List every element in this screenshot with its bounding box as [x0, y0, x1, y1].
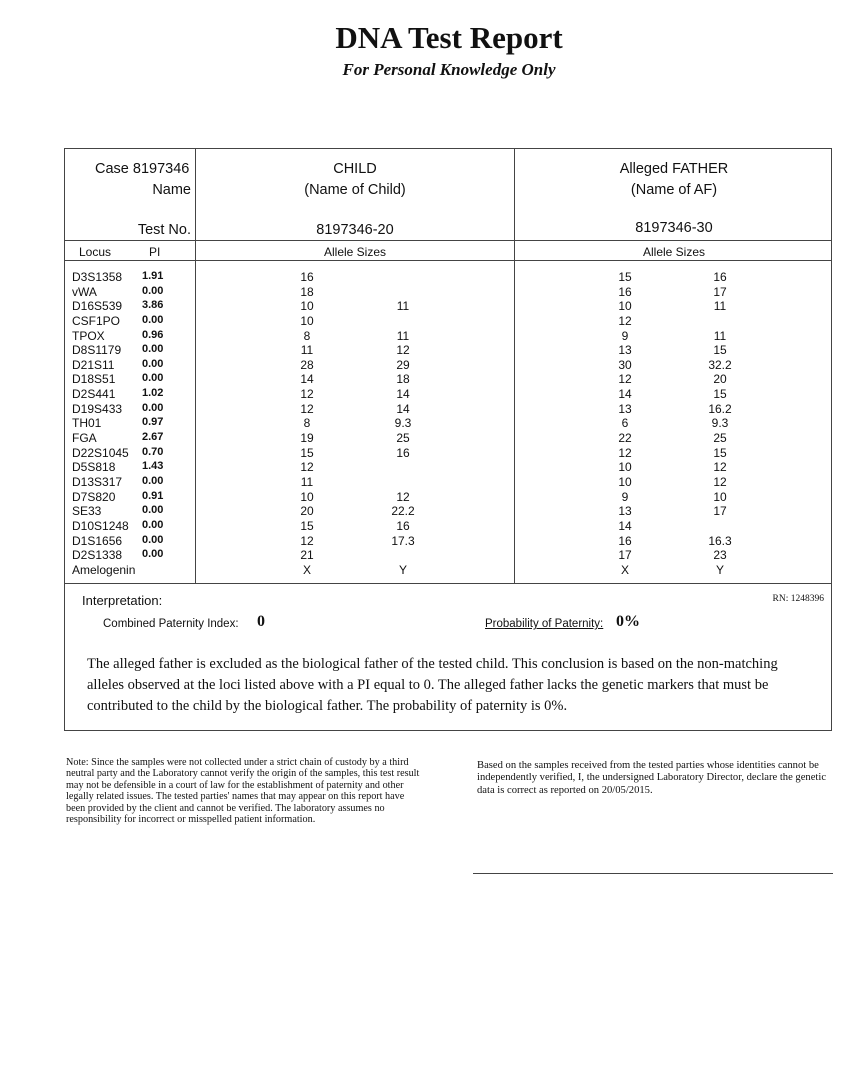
locus-row	[65, 446, 831, 461]
child-allele-2: 16	[396, 518, 410, 533]
child-allele-1: 18	[300, 284, 314, 299]
father-allele-2: 32.2	[708, 357, 732, 372]
disclaimer-note: Note: Since the samples were not collected under a strict chain of custody by a third neutral party and the Laboratory cannot verify the origin of the samples, this test result may not be defensible in a court of law for the establishment of paternity and other legally related issues. The tested parties' names that may appear on this report have been provided by the client and cannot be verified. The laboratory assumes no responsibility for incorrect or misspelled patient information.	[66, 757, 420, 826]
signature-line	[473, 873, 833, 874]
locus-pi: 0.00	[142, 504, 164, 517]
father-allele-2: 25	[713, 431, 727, 446]
father-allele-1: 14	[618, 387, 632, 402]
locus-name: D16S539	[72, 299, 123, 314]
child-test-no: 8197346-20	[316, 222, 394, 238]
child-allele-1: 19	[300, 431, 314, 446]
locus-name: vWA	[72, 284, 97, 299]
father-allele-1: 14	[618, 518, 632, 533]
conclusion-text: The alleged father is excluded as the biological father of the tested child. This conclusion is based on the non-matching alleles observed at the loci listed above with a PI equal to 0. The alleged father lacks the genetic markers that must be contributed to the child by the biological father. The probability of paternity is 0%.	[87, 656, 778, 714]
father-allele-1: 9	[621, 489, 629, 504]
child-allele-1: 16	[300, 270, 314, 284]
child-allele-1: 12	[300, 401, 314, 416]
child-allele-2: 14	[396, 401, 410, 416]
locus-row	[65, 285, 831, 300]
child-allele-1: X	[302, 562, 311, 577]
child-allele-2: 18	[396, 372, 410, 387]
father-allele-1: 13	[618, 504, 632, 519]
locus-pi: 0.00	[142, 343, 164, 356]
report-number: RN: 1248396	[772, 594, 824, 604]
child-allele-1: 14	[300, 372, 314, 387]
probability-label: Probability of Paternity:	[485, 618, 604, 630]
father-allele-1: 16	[618, 284, 632, 299]
locus-pi: 1.43	[142, 460, 164, 473]
father-allele-2: Y	[715, 562, 724, 577]
locus-name: D3S1358	[72, 270, 123, 284]
locus-pi: 0.00	[142, 518, 164, 531]
father-test-no: 8197346-30	[635, 220, 713, 236]
locus-pi: 0.00	[142, 401, 164, 414]
locus-pi: 0.70	[142, 445, 164, 458]
locus-pi: 0.96	[142, 328, 164, 341]
cpi-value: 0	[257, 613, 265, 630]
locus-name: SE33	[72, 504, 102, 519]
father-allele-1: 16	[618, 533, 632, 548]
father-allele-1: 13	[618, 401, 632, 416]
father-allele-2: 16	[713, 270, 727, 284]
locus-row	[65, 402, 831, 417]
child-allele-2: Y	[398, 562, 407, 577]
locus-row	[65, 299, 831, 314]
child-allele-2: 22.2	[391, 504, 415, 519]
cpi-label: Combined Paternity Index:	[103, 618, 239, 630]
child-allele-2: 14	[396, 387, 410, 402]
father-allele-1: 10	[618, 460, 632, 475]
child-allele-2: 9.3	[394, 416, 412, 431]
child-allele-1: 15	[300, 518, 314, 533]
locus-row	[65, 519, 831, 534]
father-allele-2: 11	[713, 299, 727, 314]
locus-name: Amelogenin	[72, 562, 136, 577]
father-allele-2: 20	[713, 372, 727, 387]
locus-name: D2S441	[72, 387, 116, 402]
father-allele-1: 17	[618, 548, 632, 563]
child-allele-2: 16	[396, 445, 410, 460]
locus-pi: 0.00	[142, 313, 164, 326]
case-number: Case 8197346	[95, 161, 190, 177]
divider-header-bottom	[65, 260, 831, 261]
child-allele-1: 15	[300, 445, 314, 460]
locus-pi: 0.00	[142, 474, 164, 487]
father-allele-2: 15	[713, 343, 727, 358]
father-allele-1: 12	[618, 313, 632, 328]
locus-name: D10S1248	[72, 518, 129, 533]
locus-row	[65, 343, 831, 358]
child-allele-1: 12	[300, 460, 314, 475]
locus-column-header: Locus	[79, 245, 112, 259]
father-allele-2: 23	[713, 548, 727, 563]
locus-row	[65, 504, 831, 519]
locus-pi: 1.02	[142, 387, 164, 400]
locus-name: CSF1PO	[72, 313, 121, 328]
locus-pi: 0.00	[142, 357, 164, 370]
child-allele-1: 8	[303, 328, 311, 343]
report-table	[64, 148, 832, 731]
child-allele-2: 29	[396, 357, 410, 372]
father-allele-2: 10	[713, 489, 727, 504]
father-allele-1: 10	[618, 474, 632, 489]
father-allele-1: 15	[618, 270, 632, 284]
child-allele-1: 10	[300, 489, 314, 504]
child-allele-1: 11	[300, 343, 314, 358]
locus-row	[65, 548, 831, 563]
child-allele-1: 12	[300, 533, 314, 548]
father-allele-header: Allele Sizes	[642, 245, 706, 259]
child-allele-2: 11	[396, 328, 410, 343]
father-allele-2: 15	[713, 387, 727, 402]
child-allele-2: 11	[396, 299, 410, 314]
child-allele-1: 12	[300, 387, 314, 402]
father-allele-2: 12	[713, 474, 727, 489]
locus-row	[65, 431, 831, 446]
father-role: Alleged FATHER	[619, 161, 729, 177]
locus-name: TPOX	[72, 328, 105, 343]
locus-row	[65, 387, 831, 402]
locus-name: D2S1338	[72, 548, 123, 563]
locus-row	[65, 460, 831, 475]
divider-table-bottom	[65, 583, 831, 584]
child-allele-1: 10	[300, 299, 314, 314]
locus-pi: 0.91	[142, 489, 164, 502]
locus-name: D21S11	[72, 357, 115, 372]
locus-name: D13S317	[72, 474, 123, 489]
child-allele-2: 12	[396, 343, 410, 358]
child-allele-2: 17.3	[391, 533, 415, 548]
locus-row	[65, 490, 831, 505]
locus-row	[65, 329, 831, 344]
locus-name: D8S1179	[72, 343, 122, 358]
child-allele-1: 10	[300, 313, 314, 328]
child-role: CHILD	[333, 161, 377, 177]
pi-column-header: PI	[149, 245, 161, 259]
father-allele-1: X	[620, 562, 629, 577]
locus-pi: 3.86	[142, 299, 164, 312]
locus-row	[65, 475, 831, 490]
father-allele-1: 12	[618, 372, 632, 387]
report-title: DNA Test Report	[335, 20, 563, 55]
report-subtitle: For Personal Knowledge Only	[342, 60, 556, 79]
child-allele-header: Allele Sizes	[323, 245, 387, 259]
child-allele-1: 11	[300, 474, 314, 489]
child-name: (Name of Child)	[304, 182, 406, 198]
locus-row	[65, 534, 831, 549]
locus-pi: 0.00	[142, 533, 164, 546]
locus-pi: 2.67	[142, 431, 164, 444]
father-allele-2: 17	[713, 284, 727, 299]
divider-header-top	[65, 240, 831, 241]
director-statement: Based on the samples received from the tested parties whose identities cannot be independently verified, I, the undersigned Laboratory Director, declare the genetic data is correct as reported on 20/05/2015.	[477, 760, 827, 796]
locus-name: D18S51	[72, 372, 116, 387]
locus-pi: 0.00	[142, 548, 164, 561]
child-allele-1: 20	[300, 504, 314, 519]
locus-pi: 0.00	[142, 284, 164, 297]
father-allele-1: 6	[621, 416, 629, 431]
father-allele-1: 9	[621, 328, 629, 343]
father-allele-2: 11	[713, 328, 727, 343]
locus-name: TH01	[72, 416, 102, 431]
locus-row	[65, 270, 831, 285]
child-allele-2: 12	[396, 489, 410, 504]
father-allele-2: 16.2	[708, 401, 732, 416]
father-allele-2: 15	[713, 445, 727, 460]
locus-name: D1S1656	[72, 533, 123, 548]
test-no-label: Test No.	[137, 222, 191, 238]
father-allele-1: 10	[618, 299, 632, 314]
father-allele-1: 22	[618, 431, 632, 446]
child-allele-1: 21	[300, 548, 314, 563]
father-allele-2: 9.3	[711, 416, 729, 431]
locus-name: FGA	[72, 431, 97, 446]
locus-name: D7S820	[72, 489, 116, 504]
locus-name: D5S818	[72, 460, 116, 475]
father-name: (Name of AF)	[630, 182, 718, 198]
locus-name: D22S1045	[72, 445, 129, 460]
probability-value: 0%	[616, 613, 640, 630]
name-label: Name	[152, 182, 191, 198]
locus-pi: 1.91	[142, 270, 164, 282]
locus-rows	[65, 270, 831, 577]
father-allele-1: 30	[618, 357, 632, 372]
locus-row	[65, 416, 831, 431]
interpretation-label: Interpretation:	[82, 593, 163, 608]
locus-name: D19S433	[72, 401, 123, 416]
locus-row	[65, 372, 831, 387]
locus-row	[65, 314, 831, 329]
child-allele-1: 8	[303, 416, 311, 431]
father-allele-2: 12	[713, 460, 727, 475]
locus-pi: 0.00	[142, 372, 164, 385]
locus-row	[65, 563, 831, 578]
locus-row	[65, 358, 831, 373]
father-allele-2: 16.3	[708, 533, 732, 548]
locus-pi: 0.97	[142, 416, 164, 429]
child-allele-1: 28	[300, 357, 314, 372]
father-allele-1: 12	[618, 445, 632, 460]
child-allele-2: 25	[396, 431, 410, 446]
father-allele-2: 17	[713, 504, 727, 519]
father-allele-1: 13	[618, 343, 632, 358]
